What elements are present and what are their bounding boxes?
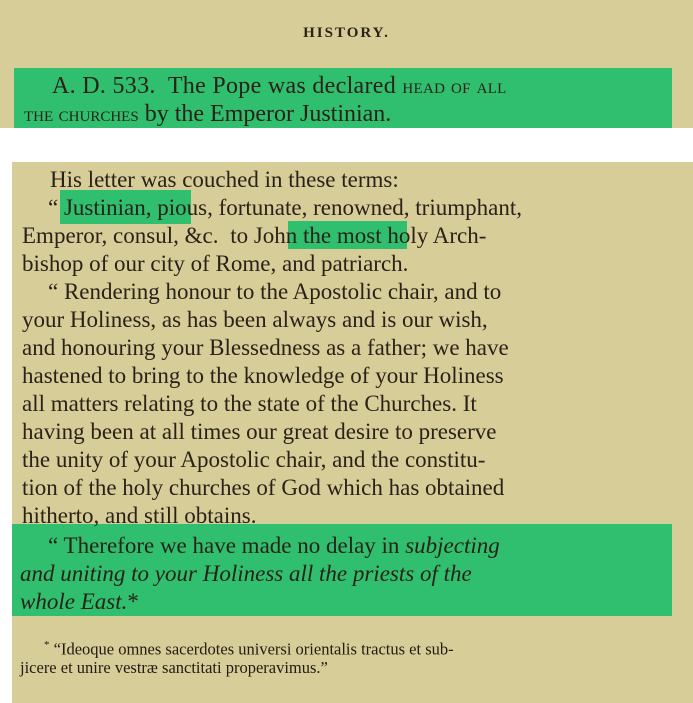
footnote-text-1: “Ideoque omnes sacerdotes universi orientalis tractus et sub- <box>53 639 454 659</box>
p2-line-1: “ Rendering honour to the Apostolic chair, and to <box>48 279 502 304</box>
p2-line-7: the unity of your Apostolic chair, and the constitu- <box>22 447 486 472</box>
letter-line-2-post: the most holy Arch- <box>297 223 487 248</box>
letter-line-1 <box>48 194 522 222</box>
summary-caps-2: the churches <box>24 101 139 126</box>
name-justinian: Justinian, <box>63 195 152 220</box>
summary-prefix: A. D. 533. The Pope was declared <box>52 73 403 99</box>
letter-line-2-pre: Emperor, consul, &c. <box>22 223 219 248</box>
p3-line-1 <box>48 532 500 560</box>
summary-suffix: by the Emperor Justinian. <box>138 101 392 127</box>
letter-intro: His letter was couched in these terms: <box>50 167 399 192</box>
p2-line-2: your Holiness, as has been always and is our wish, <box>22 307 488 332</box>
p3-line-2: and uniting to your Holiness all the priests of the <box>20 561 472 586</box>
footnote-mark: * <box>44 639 50 651</box>
p2-line-4: hastened to bring to the knowledge of your Holiness <box>22 363 504 388</box>
letter-line-1-rest: pious, fortunate, renowned, triumphant, <box>151 195 522 220</box>
footnote-ref-mark: * <box>127 589 139 614</box>
p2-line-6: having been at all times our great desire to preserve <box>22 419 497 444</box>
p2-line-9: hitherto, and still obtains. <box>22 503 257 528</box>
page-panel-top <box>0 0 693 128</box>
to-john: to John <box>230 223 298 248</box>
p3-subjecting: subjecting <box>405 533 500 558</box>
letter-line-2 <box>22 222 486 250</box>
p2-line-8: tion of the holy churches of God which has obtained <box>22 475 505 500</box>
p2-line-3: and honouring your Blessedness as a father; we have <box>22 335 509 360</box>
p3-line-3 <box>20 588 139 616</box>
summary-line-2 <box>24 100 391 128</box>
page-header: HISTORY. <box>303 25 390 41</box>
p3-line-1-pre: “ Therefore we have made no delay in <box>48 533 406 558</box>
open-quote: “ <box>48 195 59 220</box>
summary-line-1 <box>52 72 507 100</box>
p3-whole-east: whole East. <box>20 589 128 614</box>
summary-caps-1: head of all <box>402 73 507 98</box>
letter-line-3: bishop of our city of Rome, and patriarch. <box>22 251 409 276</box>
footnote-line-2: jicere et unire vestræ sanctitati properavimus.” <box>20 658 328 677</box>
p2-line-5: all matters relating to the state of the Churches. It <box>22 391 477 416</box>
